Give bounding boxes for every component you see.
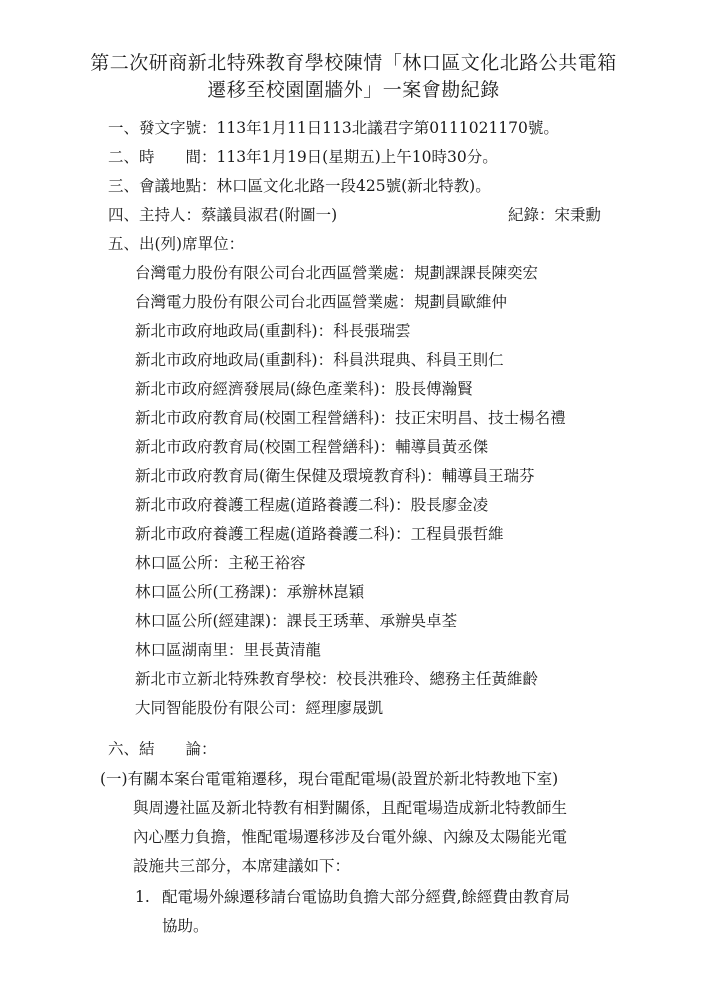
item-label: 五、出(列)席單位： bbox=[108, 235, 245, 253]
attendee-line: 林口區湖南里：里長黃清龍 bbox=[135, 641, 322, 659]
attendee-line: 新北市立新北特殊教育學校：校長洪雅玲、總務主任黃維齡 bbox=[135, 670, 539, 688]
attendee-line: 林口區公所(工務課)：承辦林崑穎 bbox=[135, 583, 365, 601]
sub-item-number: 1. bbox=[135, 888, 150, 906]
recorder: 紀錄：宋秉勳 bbox=[508, 206, 602, 224]
document-title-line-2: 遷移至校園圍牆外」一案會勘紀錄 bbox=[207, 79, 500, 101]
item-attendees-heading bbox=[108, 233, 244, 255]
item-value: 113年1月11日113北議君字第0111021170號。 bbox=[216, 119, 559, 137]
attendee-line: 新北市政府教育局(衛生保健及環境教育科)：輔導員王瑞芬 bbox=[135, 467, 535, 485]
conclusion-paragraph-line: 設施共三部分，本席建議如下： bbox=[133, 857, 351, 875]
conclusion-paragraph-line: 與周邊社區及新北特教有相對關係，且配電場造成新北特教師生 bbox=[133, 799, 568, 817]
attendee-line: 新北市政府教育局(校園工程營繕科)：技正宋明昌、技士楊名禮 bbox=[135, 409, 566, 427]
attendee-line: 新北市政府經濟發展局(綠色產業科)：股長傅瀚賢 bbox=[135, 380, 473, 398]
attendee-line: 新北市政府地政局(重劃科)：科長張瑞雲 bbox=[135, 322, 411, 340]
conclusion-heading: 六、結 論： bbox=[108, 740, 217, 758]
item-label: 一、發文字號： bbox=[108, 119, 217, 137]
attendee-line: 新北市政府養護工程處(道路養護二科)：工程員張哲維 bbox=[135, 525, 504, 543]
item-value: 蔡議員淑君(附圖一) bbox=[201, 206, 338, 224]
document-title-line-1: 第二次研商新北特殊教育學校陳情「林口區文化北路公共電箱 bbox=[90, 52, 617, 74]
attendee-line: 新北市政府地政局(重劃科)：科員洪琨典、科員王則仁 bbox=[135, 351, 504, 369]
item-time bbox=[108, 146, 498, 168]
item-value: 林口區文化北路一段425號(新北特教)。 bbox=[216, 177, 491, 195]
attendee-line: 新北市政府教育局(校園工程營繕科)：輔導員黃丞傑 bbox=[135, 438, 489, 456]
attendee-line: 台灣電力股份有限公司台北西區營業處：規劃員歐維仲 bbox=[135, 293, 508, 311]
item-host bbox=[108, 204, 628, 226]
attendee-line: 林口區公所：主秘王裕容 bbox=[135, 554, 306, 572]
sub-item-line: 協助。 bbox=[162, 917, 209, 935]
item-location bbox=[108, 175, 491, 197]
item-document-number bbox=[108, 117, 559, 139]
conclusion-paragraph-line: (一)有關本案台電電箱遷移，現台電配電場(設置於新北特教地下室) bbox=[100, 770, 559, 788]
item-label: 四、主持人： bbox=[108, 206, 202, 224]
item-label: 三、會議地點： bbox=[108, 177, 217, 195]
item-value: 113年1月19日(星期五)上午10時30分。 bbox=[216, 148, 498, 166]
sub-item-line: 配電場外線遷移請台電協助負擔大部分經費,餘經費由教育局 bbox=[162, 888, 570, 906]
conclusion-paragraph-line: 內心壓力負擔，惟配電場遷移涉及台電外線、內線及太陽能光電 bbox=[133, 828, 568, 846]
attendee-line: 台灣電力股份有限公司台北西區營業處：規劃課課長陳奕宏 bbox=[135, 264, 539, 282]
item-label: 二、時 間： bbox=[108, 148, 217, 166]
attendee-line: 大同智能股份有限公司：經理廖晟凱 bbox=[135, 699, 384, 717]
attendee-line: 新北市政府養護工程處(道路養護二科)：股長廖金凌 bbox=[135, 496, 489, 514]
attendee-line: 林口區公所(經建課)：課長王琇華、承辦吳卓荃 bbox=[135, 612, 458, 630]
